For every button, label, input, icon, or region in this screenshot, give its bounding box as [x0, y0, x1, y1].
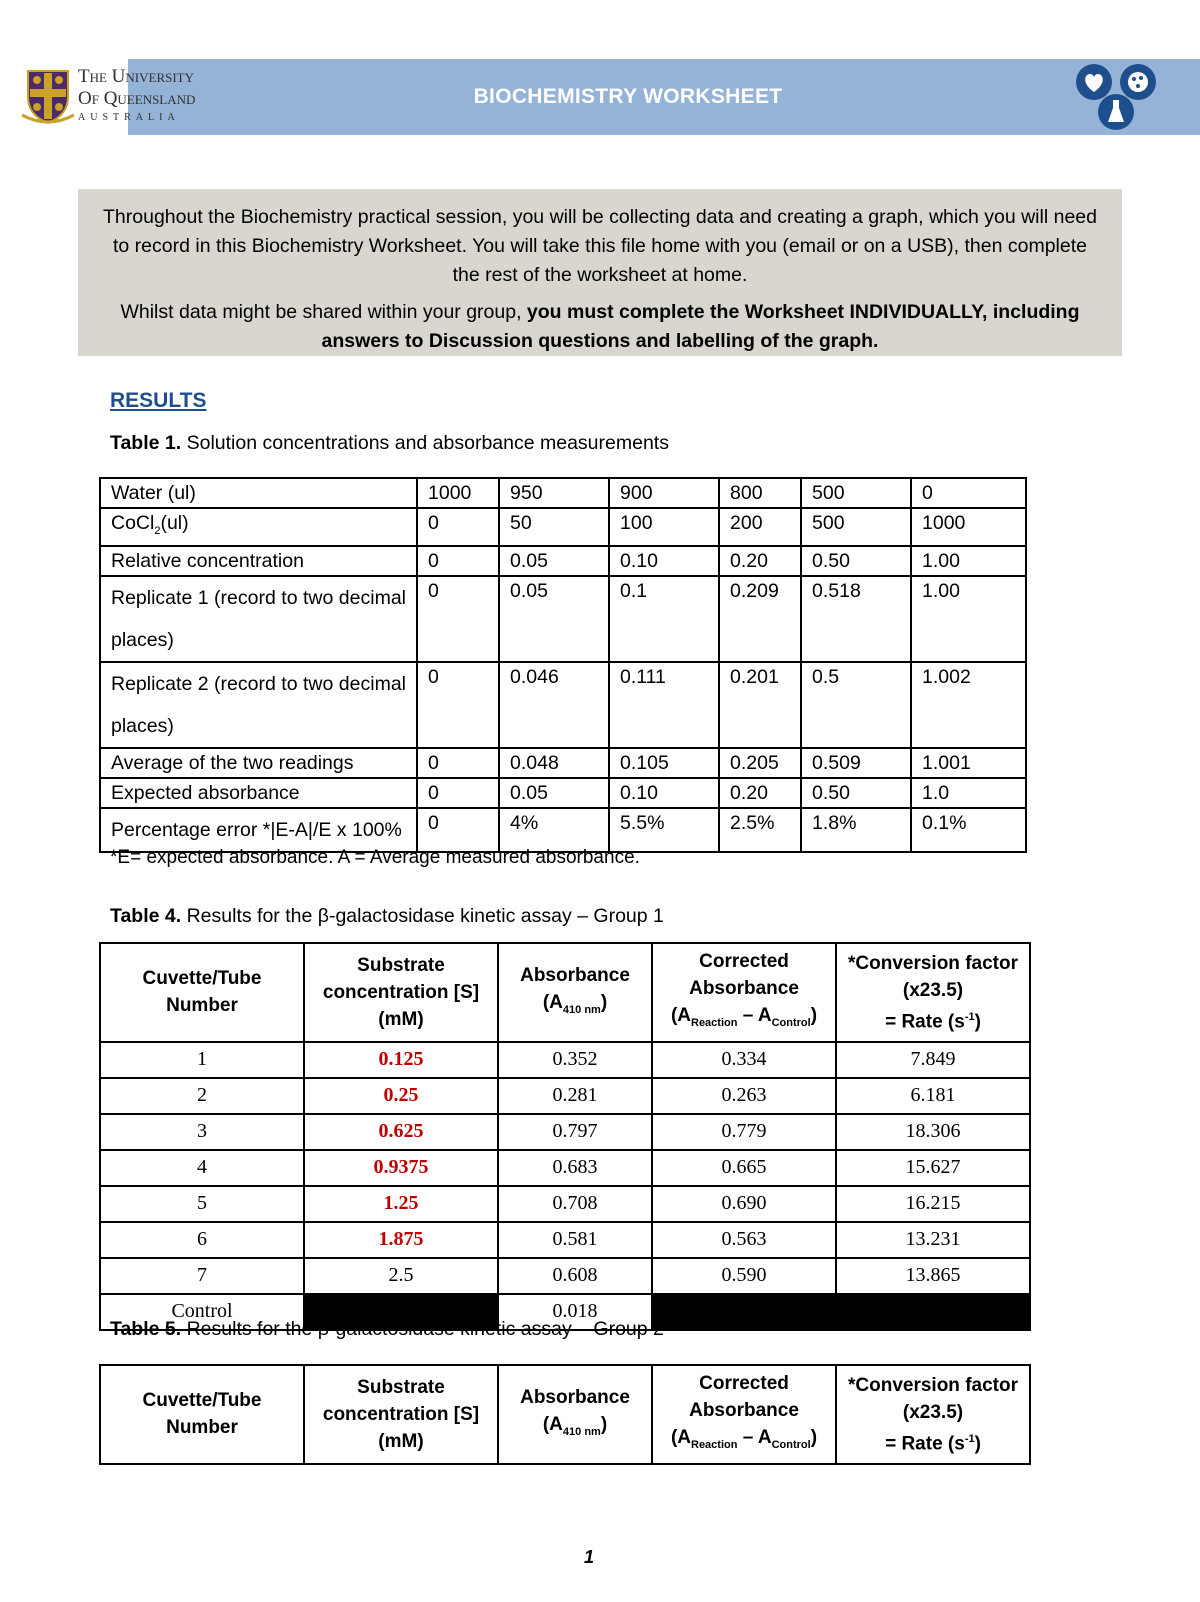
page-number: 1	[584, 1547, 595, 1567]
table-row	[100, 546, 1026, 576]
table-cell: 950	[499, 478, 609, 508]
table1-note: *E= expected absorbance. A = Average measured absorbance.	[110, 847, 640, 868]
table-cell: 900	[609, 478, 719, 508]
tube-cell: 5	[100, 1186, 304, 1222]
row-label: Average of the two readings	[100, 748, 417, 778]
substrate-cell: 2.5	[304, 1258, 498, 1294]
table-cell: 0.209	[719, 576, 801, 662]
table-header-row	[100, 1365, 1030, 1464]
col-header-rate: *Conversion factor (x23.5) = Rate $(s^{-1})$	[836, 1365, 1030, 1464]
tube-cell: 2	[100, 1078, 304, 1114]
table-cell: 1.0	[911, 778, 1026, 808]
table-row	[100, 662, 1026, 748]
tube-cell: 4	[100, 1150, 304, 1186]
table-cell: 0	[911, 478, 1026, 508]
header-text: Corrected Absorbance	[689, 951, 799, 999]
table-cell: 0.205	[719, 748, 801, 778]
table-cell: 0.05	[499, 546, 609, 576]
table-row	[100, 748, 1026, 778]
table-cell: 0.50	[801, 546, 911, 576]
intro-box	[78, 189, 1122, 356]
table-row	[100, 1186, 1030, 1222]
table-cell: 0	[417, 662, 499, 748]
table4-caption-text: Results for the β-galactosidase kinetic assay – Group 1	[181, 905, 664, 927]
table-cell: 0.05	[499, 576, 609, 662]
substrate-cell: 0.9375	[304, 1150, 498, 1186]
table-cell: 500	[801, 478, 911, 508]
substrate-cell: 0.125	[304, 1042, 498, 1078]
table-cell: 4%	[499, 808, 609, 852]
table-row	[100, 1222, 1030, 1258]
table-row	[100, 1114, 1030, 1150]
header-sub: Control	[771, 1016, 811, 1029]
col-header-absorbance: Absorbance $(A_{410 nm})$	[498, 1365, 652, 1464]
table-cell: 1.8%	[801, 808, 911, 852]
substrate-cell: 1.25	[304, 1186, 498, 1222]
table-cell: 5.5%	[609, 808, 719, 852]
table-cell: 500	[801, 508, 911, 546]
header-sub: 410 nm	[562, 1425, 601, 1438]
corrected-cell: 0.563	[652, 1222, 836, 1258]
table-cell: 0.518	[801, 576, 911, 662]
substrate-cell: 0.25	[304, 1078, 498, 1114]
table-cell: 0.50	[801, 778, 911, 808]
rate-cell: 18.306	[836, 1114, 1030, 1150]
rate-cell: 6.181	[836, 1078, 1030, 1114]
uni-name-line2: Of Queensland	[78, 88, 196, 109]
table-cell: 0	[417, 546, 499, 576]
table5-caption-text: Results for the β-galactosidase kinetic assay – Group 2	[181, 1318, 664, 1340]
blacked-out-cell	[652, 1294, 1030, 1330]
col-header-substrate: Substrate concentration [S] (mM)	[304, 1365, 498, 1464]
rate-cell: 16.215	[836, 1186, 1030, 1222]
col-header-tube: Cuvette/Tube Number	[100, 943, 304, 1042]
table-cell: 0.10	[609, 778, 719, 808]
heart-icon	[1076, 64, 1112, 100]
table4-caption	[110, 905, 664, 928]
table-cell: 0	[417, 576, 499, 662]
col-header-absorbance: Absorbance $(A_{410 nm})$	[498, 943, 652, 1042]
table-cell: 0.05	[499, 778, 609, 808]
header-sub: Reaction	[691, 1438, 738, 1451]
rate-cell: 7.849	[836, 1042, 1030, 1078]
absorbance-cell: 0.352	[498, 1042, 652, 1078]
table-cell: 1000	[911, 508, 1026, 546]
header-sub: 410 nm	[562, 1003, 601, 1016]
corrected-cell: 0.590	[652, 1258, 836, 1294]
header-text: Absorbance	[520, 1386, 630, 1408]
row-label: Replicate 2 (record to two decimal places)	[100, 662, 417, 748]
table-row	[100, 1258, 1030, 1294]
table-cell: 0.5	[801, 662, 911, 748]
table1-caption-number: Table 1.	[110, 432, 182, 454]
table-row	[100, 1042, 1030, 1078]
substrate-cell: 1.875	[304, 1222, 498, 1258]
uq-crest-icon	[22, 67, 74, 125]
table5-caption	[110, 1318, 664, 1341]
table-cell: 0.046	[499, 662, 609, 748]
header-text: = Rate (s	[885, 1011, 965, 1033]
table1-caption	[110, 432, 669, 455]
table-cell: 0	[417, 748, 499, 778]
header-text: Corrected Absorbance	[689, 1373, 799, 1421]
table-cell: 0.509	[801, 748, 911, 778]
table4	[99, 942, 1031, 1331]
table5	[99, 1364, 1031, 1465]
table-cell: 0.1%	[911, 808, 1026, 852]
table-cell: 2.5%	[719, 808, 801, 852]
tube-cell: 7	[100, 1258, 304, 1294]
corrected-cell: 0.690	[652, 1186, 836, 1222]
table-cell: 0.048	[499, 748, 609, 778]
tube-cell: 3	[100, 1114, 304, 1150]
rate-cell: 13.865	[836, 1258, 1030, 1294]
col-header-substrate: Substrate concentration [S] (mM)	[304, 943, 498, 1042]
table-cell: 200	[719, 508, 801, 546]
absorbance-cell: 0.608	[498, 1258, 652, 1294]
flask-icon	[1098, 94, 1134, 130]
row-label	[100, 508, 417, 546]
results-heading: RESULTS	[110, 389, 207, 412]
table-row	[100, 1150, 1030, 1186]
corrected-cell: 0.263	[652, 1078, 836, 1114]
table-cell: 0.20	[719, 546, 801, 576]
control-label: Control	[100, 1294, 304, 1330]
intro-paragraph-2	[78, 290, 1122, 356]
header-sub: Reaction	[691, 1016, 738, 1029]
uq-logo	[22, 64, 232, 128]
tube-cell: 6	[100, 1222, 304, 1258]
biology-icons	[1072, 62, 1162, 132]
cell-icon	[1120, 64, 1156, 100]
header-sup: -1	[964, 1010, 975, 1023]
control-absorbance: 0.018	[498, 1294, 652, 1330]
table-cell: 800	[719, 478, 801, 508]
table4-caption-number: Table 4.	[110, 905, 182, 927]
table-cell: 0.111	[609, 662, 719, 748]
header-text: *Conversion factor (x23.5)	[848, 1374, 1018, 1423]
table1	[99, 477, 1027, 853]
table-cell: 1.002	[911, 662, 1026, 748]
table-cell: 0.10	[609, 546, 719, 576]
header-text: Absorbance	[520, 964, 630, 986]
table-cell: 0	[417, 508, 499, 546]
rate-cell: 15.627	[836, 1150, 1030, 1186]
corrected-cell: 0.779	[652, 1114, 836, 1150]
header-text: = Rate (s	[885, 1433, 965, 1455]
corrected-cell: 0.665	[652, 1150, 836, 1186]
intro-paragraph-2-emphasis: you must complete the Worksheet INDIVIDUALLY, including answers to Discussion questions and labelling of the graph.	[321, 301, 1080, 352]
absorbance-cell: 0.683	[498, 1150, 652, 1186]
row-label-sub: 2	[154, 524, 161, 537]
table-cell: 0.20	[719, 778, 801, 808]
absorbance-cell: 0.708	[498, 1186, 652, 1222]
table-cell: 1000	[417, 478, 499, 508]
table-cell: 1.00	[911, 576, 1026, 662]
tube-cell: 1	[100, 1042, 304, 1078]
row-label: Expected absorbance	[100, 778, 417, 808]
worksheet-title: BIOCHEMISTRY WORKSHEET	[473, 85, 783, 108]
row-label: Replicate 1 (record to two decimal places)	[100, 576, 417, 662]
substrate-cell: 0.625	[304, 1114, 498, 1150]
header-banner	[128, 59, 1200, 135]
header-text: *Conversion factor (x23.5)	[848, 952, 1018, 1001]
table-cell: 0	[417, 778, 499, 808]
absorbance-cell: 0.797	[498, 1114, 652, 1150]
table1-caption-text: Solution concentrations and absorbance measurements	[181, 432, 669, 454]
row-label: Percentage error *|E-A|/E x 100%	[100, 808, 417, 852]
table-cell: 0.105	[609, 748, 719, 778]
table-row	[100, 808, 1026, 852]
intro-paragraph-1: Throughout the Biochemistry practical session, you will be collecting data and creating a graph, which you will need to record in this Biochemistry Worksheet. You will take this file home with you (email or on a USB), then complete the rest of the worksheet at home.	[103, 206, 1097, 286]
table-row	[100, 478, 1026, 508]
table5-caption-number: Table 5.	[110, 1318, 182, 1340]
table-cell: 0.201	[719, 662, 801, 748]
absorbance-cell: 0.281	[498, 1078, 652, 1114]
table-row	[100, 778, 1026, 808]
table-cell: 0	[417, 808, 499, 852]
col-header-tube: Cuvette/Tube Number	[100, 1365, 304, 1464]
row-label-main: CoCl	[111, 512, 155, 534]
header-sub: Control	[771, 1438, 811, 1451]
table-row	[100, 1078, 1030, 1114]
row-label-tail: (ul)	[160, 512, 189, 534]
corrected-cell: 0.334	[652, 1042, 836, 1078]
header-sup: -1	[964, 1432, 975, 1445]
table-header-row	[100, 943, 1030, 1042]
intro-paragraph-2-lead: Whilst data might be shared within your group,	[120, 301, 527, 323]
table-cell: 1.001	[911, 748, 1026, 778]
table-cell: 0.1	[609, 576, 719, 662]
row-label: Water (ul)	[100, 478, 417, 508]
table-cell: 100	[609, 508, 719, 546]
table-row	[100, 508, 1026, 546]
table-cell: 1.00	[911, 546, 1026, 576]
uni-name-line1: The University	[78, 66, 195, 87]
table-row	[100, 576, 1026, 662]
col-header-corrected: Corrected Absorbance $(A_{Reaction} - A_{Control})$	[652, 1365, 836, 1464]
uni-name-line3: AUSTRALIA	[78, 112, 180, 123]
row-label: Relative concentration	[100, 546, 417, 576]
rate-cell: 13.231	[836, 1222, 1030, 1258]
col-header-corrected: Corrected Absorbance $(A_{Reaction} - A_{Control})$	[652, 943, 836, 1042]
table-cell: 50	[499, 508, 609, 546]
absorbance-cell: 0.581	[498, 1222, 652, 1258]
col-header-rate: *Conversion factor (x23.5) = Rate $(s^{-1})$	[836, 943, 1030, 1042]
